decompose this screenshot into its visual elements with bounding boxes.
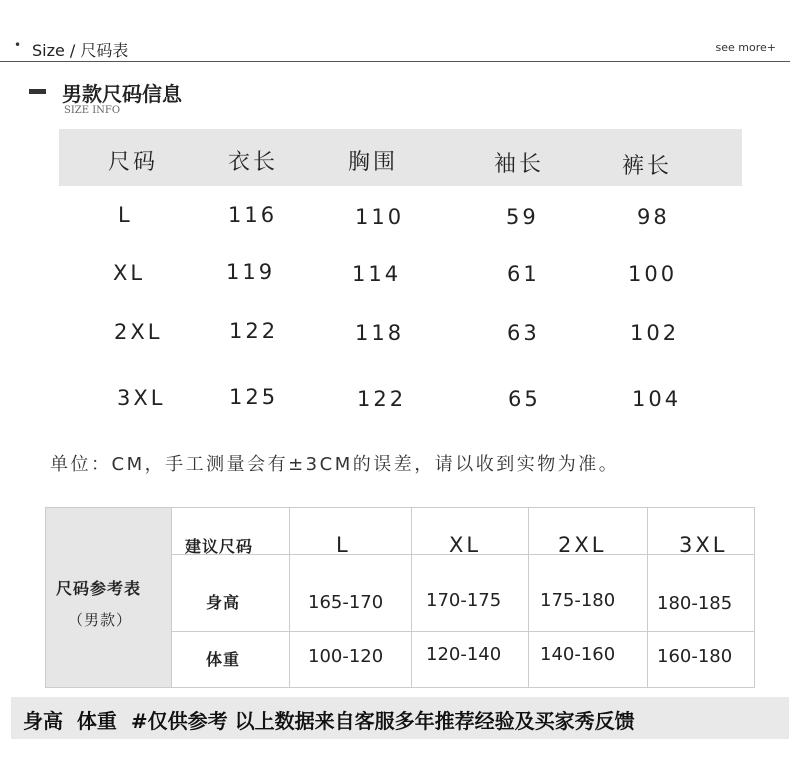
table-divider [172, 631, 754, 632]
size-table-cell: 102 [630, 321, 680, 345]
height-range-cell: 165-170 [308, 592, 384, 613]
size-table-cell: 119 [226, 260, 276, 284]
size-table-cell: 100 [628, 262, 678, 286]
size-table-cell: 2XL [114, 320, 163, 344]
bullet-dot: • [14, 38, 22, 52]
weight-range-cell: 160-180 [657, 646, 733, 667]
size-reference-table [45, 507, 755, 688]
reference-size-header: 2XL [558, 533, 607, 557]
size-table-cell: 118 [355, 321, 405, 345]
section-marker [29, 89, 46, 94]
size-table-cell: 61 [507, 262, 540, 286]
size-table-cell: 122 [357, 387, 407, 411]
size-table-cell: 125 [229, 385, 279, 409]
weight-range-cell: 120-140 [426, 644, 502, 665]
reference-size-header: L [336, 533, 351, 557]
size-table-cell: 110 [355, 205, 405, 229]
reference-table-title-cell [46, 508, 172, 687]
section-title: 男款尺码信息 [62, 82, 182, 106]
header-title: Size / 尺码表 [32, 41, 129, 60]
table-divider [647, 508, 648, 687]
size-table-column-header: 裤长 [622, 154, 673, 179]
size-table-cell: 59 [506, 205, 539, 229]
weight-range-cell: 140-160 [540, 644, 616, 665]
footer-note-bar [11, 697, 789, 739]
footer-note: 身高 体重 #仅供参考 以上数据来自客服多年推荐经验及买家秀反馈 [23, 709, 635, 733]
height-row-label: 身高 [206, 593, 241, 612]
height-range-cell: 180-185 [657, 593, 733, 614]
size-table-cell: 116 [228, 203, 278, 227]
measurement-note: 单位：CM，手工测量会有±3CM的误差，请以收到实物为准。 [50, 454, 620, 475]
table-divider [411, 508, 412, 687]
size-table-cell: 98 [637, 205, 670, 229]
height-range-cell: 170-175 [426, 590, 502, 611]
weight-range-cell: 100-120 [308, 646, 384, 667]
size-table-cell: 114 [352, 262, 402, 286]
recommended-size-label: 建议尺码 [185, 537, 254, 556]
table-divider [289, 508, 290, 687]
size-table-cell: XL [113, 261, 146, 285]
table-divider [528, 508, 529, 687]
section-subtitle: SIZE INFO [64, 105, 121, 116]
size-table-cell: 3XL [117, 386, 166, 410]
size-table-cell: 104 [632, 387, 682, 411]
reference-size-header: XL [449, 533, 482, 557]
size-table-cell: 122 [229, 319, 279, 343]
size-table-column-header: 胸围 [348, 150, 399, 175]
reference-size-header: 3XL [679, 533, 728, 557]
size-table-column-header: 尺码 [108, 150, 159, 175]
size-table-cell: 65 [508, 387, 541, 411]
height-range-cell: 175-180 [540, 590, 616, 611]
weight-row-label: 体重 [206, 650, 241, 669]
size-table-column-header: 袖长 [494, 152, 545, 177]
page-header [0, 0, 790, 62]
see-more-link[interactable]: see more+ [715, 41, 776, 54]
reference-table-title: 尺码参考表 [56, 579, 142, 598]
size-table-cell: 63 [507, 321, 540, 345]
reference-table-subtitle: （男款） [68, 611, 133, 629]
size-table-cell: L [118, 203, 133, 227]
size-table-column-header: 衣长 [228, 150, 279, 175]
